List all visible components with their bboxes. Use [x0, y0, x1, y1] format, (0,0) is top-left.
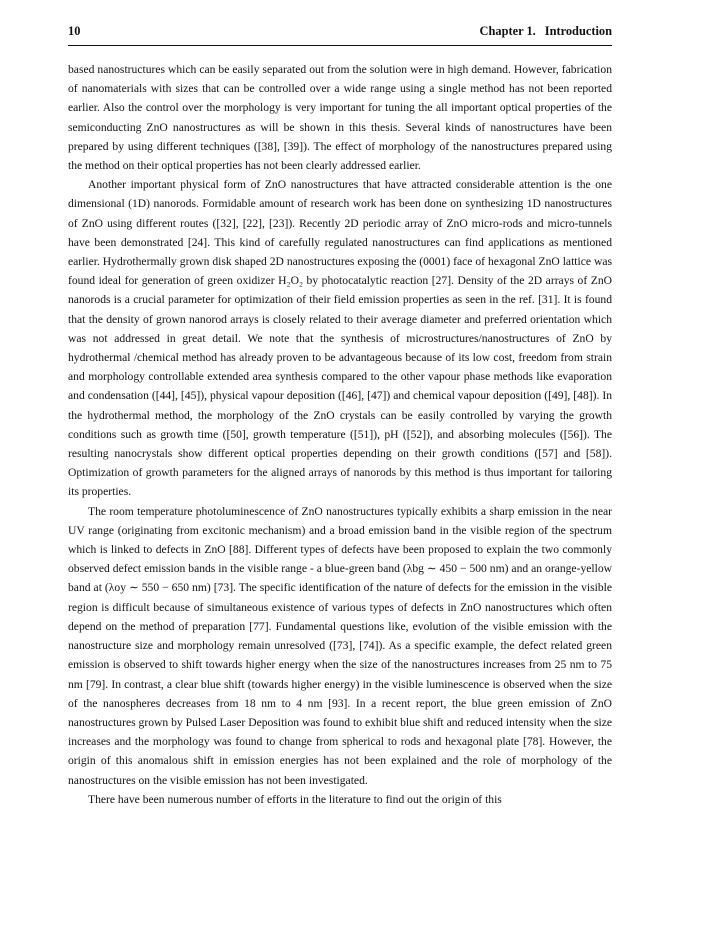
paragraph-2: Another important physical form of ZnO nanostructures that have attracted considerable attention is the one dimensional (1D) nanorods. Formidable amount of research work has been done on synthesizing 1D nanostructures of ZnO using different routes ([32], [22], [23]). Recently 2D periodic array of ZnO micro-rods and micro-tunnels have been demonstrated [24]. This kind of carefully regulated nanostructures can find applications as mentioned earlier. Hydrothermally grown disk shaped 2D nanostructures exposing the (0001) face of hexagonal ZnO lattice was found ideal for generation of green oxidizer H₂O₂ by photocatalytic reaction [27]. Density of the 2D arrays of ZnO nanorods is a crucial parameter for optimization of their field emission properties as seen in the ref. [31]. It is found that the density of grown nanorod arrays is closely related to their average diameter and preferred orientation which was not addressed in great detail. We note that the synthesis of microstructures/nanostructures of ZnO by hydrothermal /chemical method has already proven to be advantageous because of its low cost, freedom from strain and morphology controllable extended area synthesis compared to the other vapour phase methods like evaporation and condensation ([44], [45]), physical vapour deposition ([46], [47]) and chemical vapour deposition ([49], [48]). In the hydrothermal method, the morphology of the ZnO crystals can be easily controlled by varying the growth conditions such as growth time ([50], growth temperature ([51]), pH ([52]), and absorbing molecules ([56]). The resulting nanocrystals show different optical properties depending on their growth conditions ([57] and [58]). Optimization of growth parameters for the aligned arrays of nanorods by this method is thus important for tailoring its properties.: [68, 178, 612, 499]
chapter-title: Introduction: [544, 24, 612, 38]
chapter-heading: [480, 24, 612, 39]
paragraph-4: There have been numerous number of efforts in the literature to find out the origin of this: [88, 792, 502, 806]
chapter-label: Chapter 1.: [479, 24, 536, 38]
paragraph-3: The room temperature photoluminescence of ZnO nanostructures typically exhibits a sharp emission in the near UV range (originating from excitonic mechanism) and a broad emission band in the visible region of the spectrum which is linked to defects in ZnO [88]. Different types of defects have been proposed to explain the two commonly observed defect emission bands in the visible range - a blue-green band (λbg ∼ 450 − 500 nm) and an orange-yellow band at (λoy ∼ 550 − 650 nm) [73]. The specific identification of the nature of defects for the emission in the visible region is difficult because of simultaneous existence of various types of defects in ZnO nanostructures which often depend on the method of preparation [77]. Fundamental questions like, evolution of the visible emission with the nanostructure size and morphology remain unresolved ([73], [74]). As a specific example, the defect related green emission is observed to shift towards higher energy when the size of the nanostructures increases from 25 nm to 75 nm [79]. In contrast, a clear blue shift (towards higher energy) in the visible luminescence is observed when the size of the nanospheres decreases from 18 nm to 4 nm [93]. In a recent report, the blue green emission of ZnO nanostructures grown by Pulsed Laser Deposition was found to exhibit blue shift and reduced intensity when the size increases and the morphology was found to change from spherical to rods and hexagonal plate [78]. However, the origin of this anomalous shift in emission energies has not been explained and the role of morphology of the nanostructures on the visible emission has not been investigated.: [68, 504, 612, 787]
running-header: [68, 24, 612, 46]
paragraph-1: based nanostructures which can be easily separated out from the solution were in high demand. However, fabrication of nanomaterials with sizes that can be controlled over a wide range using a single method has not been reported earlier. Also the control over the morphology is very important for tuning the all important optical properties of the semiconducting ZnO nanostructures as will be shown in this thesis. Several kinds of nanostructures have been prepared by using different techniques ([38], [39]). The effect of morphology of the nanostructures prepared using the method on their optical properties has not been clearly addressed earlier.: [68, 63, 612, 173]
body-text: [68, 60, 612, 809]
page: [68, 24, 612, 809]
page-number: 10: [68, 24, 81, 38]
